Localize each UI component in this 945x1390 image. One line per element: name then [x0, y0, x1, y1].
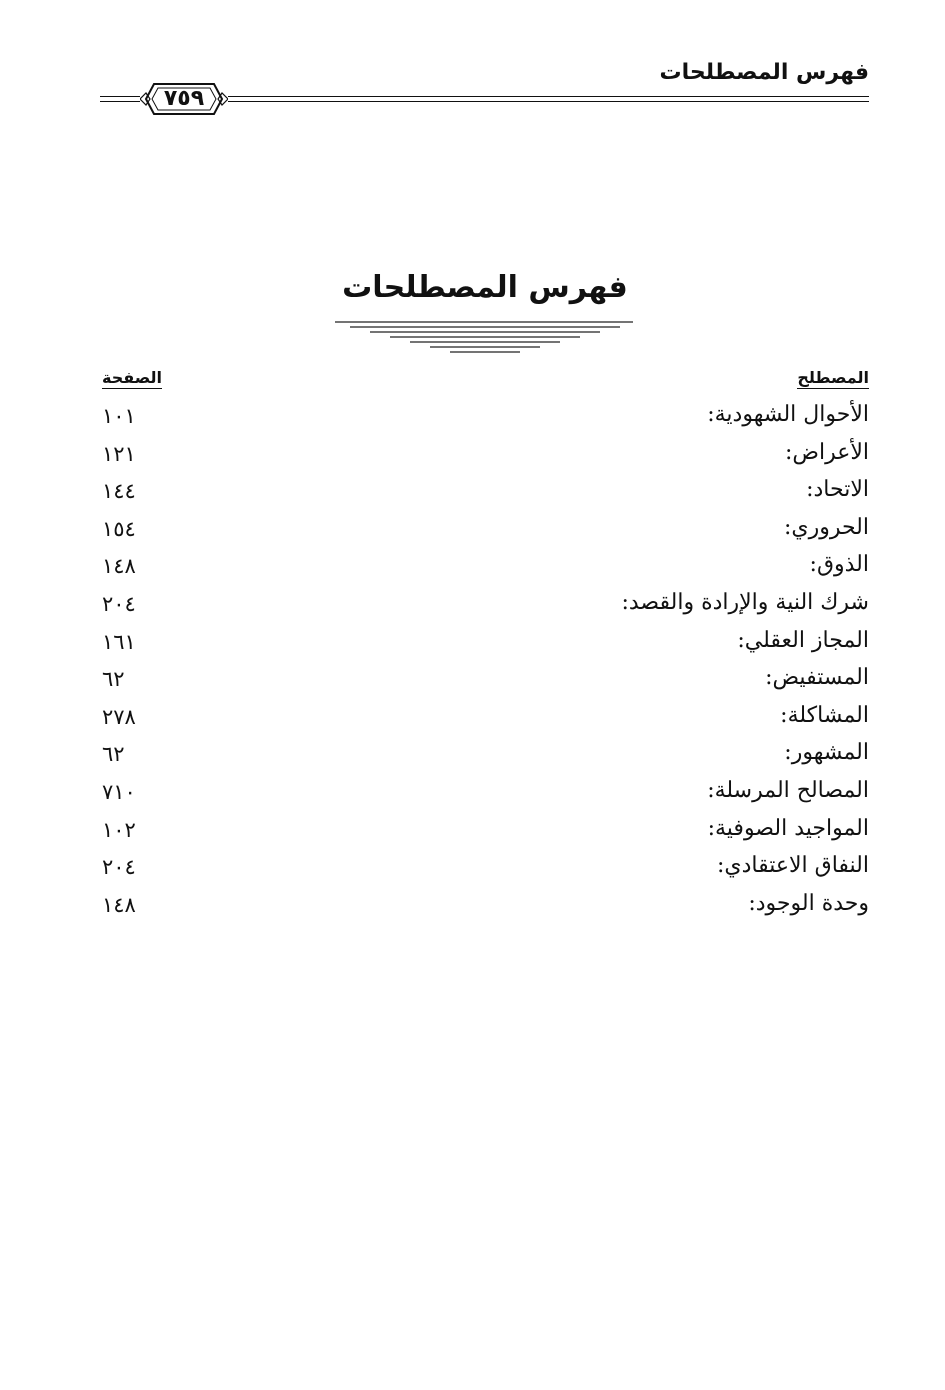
page-number-badge: [140, 78, 228, 120]
index-row: [100, 778, 869, 816]
index-list: [100, 402, 869, 928]
index-page: ٦٢: [102, 742, 125, 767]
column-header-page: الصفحة: [102, 368, 163, 387]
index-term: الأعراض:: [784, 439, 869, 465]
index-term: النفاق الاعتقادي:: [716, 853, 869, 879]
index-term: المجاز العقلي:: [737, 627, 869, 653]
index-page: ١٠٢: [102, 817, 136, 842]
index-page: ١٦١: [102, 629, 136, 654]
index-row: [100, 440, 869, 478]
header-rule-right: [228, 96, 869, 102]
index-row: [100, 552, 869, 590]
index-row: [100, 590, 869, 628]
index-term: الحروري:: [783, 514, 869, 540]
index-row: [100, 816, 869, 854]
page-number: ٧٥٩: [163, 86, 205, 111]
index-page: ١٤٤: [102, 479, 136, 504]
index-term: المواجيد الصوفية:: [707, 815, 869, 841]
index-page: ٢٠٤: [102, 591, 136, 616]
column-header-term: المصطلح: [797, 368, 869, 387]
index-page: ٧١٠: [102, 779, 136, 804]
index-page: ١٤٨: [102, 892, 136, 917]
index-term: الذوق:: [809, 552, 869, 578]
index-page: ٢٧٨: [102, 704, 136, 729]
index-term: المشاكلة:: [780, 702, 869, 728]
index-term: المصالح المرسلة:: [707, 777, 869, 803]
index-term: الاتحاد:: [806, 477, 869, 503]
index-term: الأحوال الشهودية:: [707, 402, 869, 427]
index-row: [100, 665, 869, 703]
index-row: [100, 402, 869, 440]
index-page: ١٤٨: [102, 554, 136, 579]
index-term: المشهور:: [784, 740, 869, 766]
index-page: ١٥٤: [102, 516, 136, 541]
index-term: شرك النية والإرادة والقصد:: [621, 589, 869, 615]
index-row: [100, 853, 869, 891]
index-page: ٦٢: [102, 667, 125, 692]
index-page: ١٢١: [102, 441, 136, 466]
page-title: فهرس المصطلحات: [342, 270, 628, 305]
index-row: [100, 515, 869, 553]
index-term: المستفيض:: [765, 665, 869, 691]
header-rule-left: [100, 96, 140, 102]
title-ornament-lines: [335, 320, 635, 356]
index-page: ١٠١: [102, 404, 136, 428]
index-row: [100, 703, 869, 741]
index-row: [100, 740, 869, 778]
index-row: [100, 477, 869, 515]
index-term: وحدة الوجود:: [748, 890, 869, 916]
index-row: [100, 891, 869, 929]
index-page: ٢٠٤: [102, 855, 136, 880]
running-header-title: فهرس المصطلحات: [659, 60, 869, 85]
index-row: [100, 628, 869, 666]
